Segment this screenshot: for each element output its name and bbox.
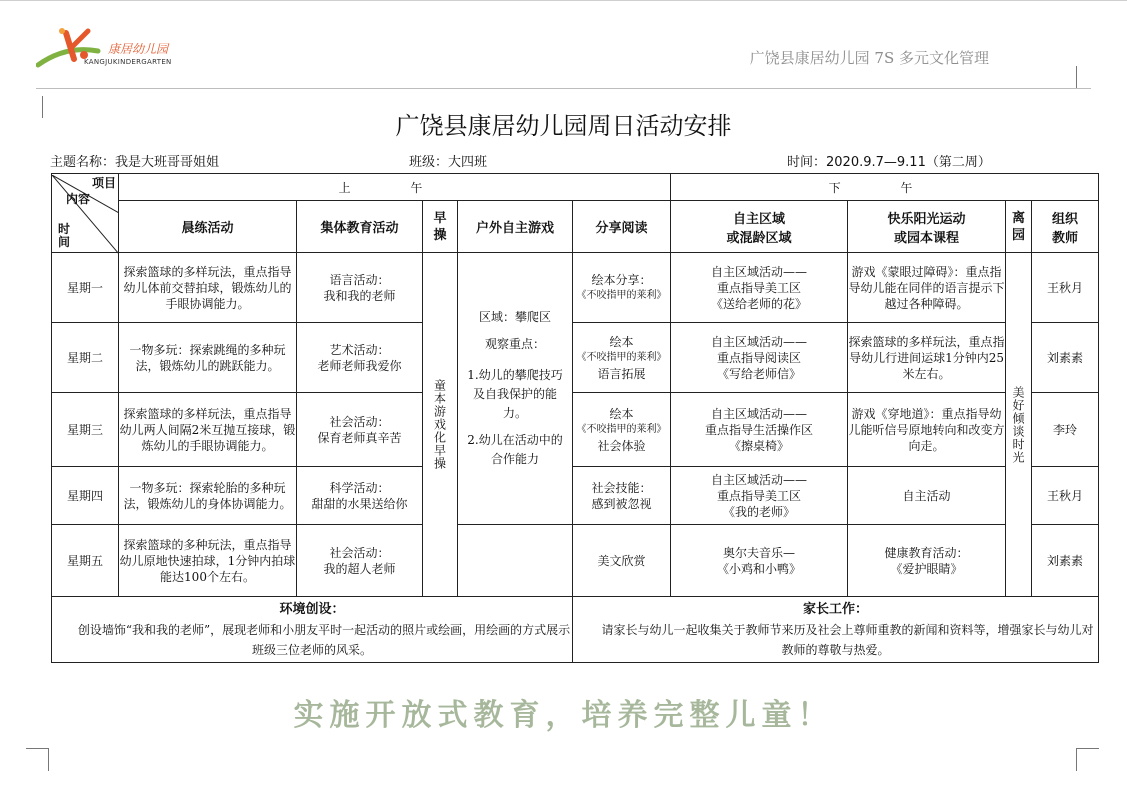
sunshine-sport-cell: 健康教育活动： 《爱护眼睛》 (848, 525, 1006, 597)
group-education-cell: 科学活动： 甜甜的水果送给你 (297, 467, 423, 525)
date-range: 时间：2020.9.7—9.11（第二周） (787, 155, 991, 170)
teacher-cell: 刘素素 (1032, 525, 1099, 597)
group-education-cell: 社会活动： 保育老师真辛苦 (297, 393, 423, 467)
shared-reading-cell: 社会技能： 感到被忽视 (573, 467, 671, 525)
parent-work-section (573, 597, 1099, 663)
morning-exercise-cell: 探索篮球的多样玩法，重点指导幼儿体前交替拍球，锻炼幼儿的手眼协调能力。 (119, 253, 297, 323)
table-row (52, 525, 1099, 597)
afternoon-header: 下 午 (671, 174, 1099, 201)
col-header-leave: 离园 (1006, 201, 1032, 253)
col-header-group-education: 集体教育活动 (297, 201, 423, 253)
crop-mark-top-right (1076, 66, 1099, 88)
sunshine-sport-cell: 游戏《蒙眼过障碍》：重点指导幼儿能在同伴的语言提示下越过各种障碍。 (848, 253, 1006, 323)
morning-exercise-cell: 一物多玩：探索跳绳的多种玩法，锻炼幼儿的跳跃能力。 (119, 323, 297, 393)
shared-reading-cell: 绘本分享： 《不咬指甲的莱利》 (573, 253, 671, 323)
morning-header: 上 午 (119, 174, 671, 201)
class-name: 班级：大四班 (409, 155, 488, 170)
header-divider (36, 88, 1091, 89)
table-row (52, 253, 1099, 323)
area-activity-cell: 自主区域活动—— 重点指导美工区 《我的老师》 (671, 467, 848, 525)
environment-text: 创设墙饰“我和我的老师”，展现老师和小朋友平时一起活动的照片或绘画，用绘画的方式展示班级三位老师的风采。 (77, 622, 571, 657)
slogan: 实施开放式教育，培养完整儿童！ (293, 698, 834, 733)
table-corner-cell (52, 174, 119, 253)
col-header-morning-exercise: 晨练活动 (119, 201, 297, 253)
col-header-area: 自主区域 或混龄区域 (671, 201, 848, 253)
parent-work-title: 家长工作： (803, 601, 869, 617)
morning-exercise-cell: 探索篮球的多样玩法，重点指导幼儿两人间隔2米互抛互接球，锻炼幼儿的手眼协调能力。 (119, 393, 297, 467)
teacher-cell: 王秋月 (1032, 467, 1099, 525)
logo-text: 康居幼儿园 (108, 42, 169, 56)
header-tagline: 广饶县康居幼儿园 7S 多元文化管理 (749, 49, 989, 67)
morning-exercise-cell: 一物多玩：探索轮胎的多种玩法，锻炼幼儿的身体协调能力。 (119, 467, 297, 525)
parent-work-text: 请家长与幼儿一起收集关于教师节来历及社会上尊师重教的新闻和资料等，增强家长与幼儿对教师的尊敬与热爱。 (601, 622, 1094, 657)
col-header-outdoor-game: 户外自主游戏 (458, 201, 573, 253)
area-activity-cell: 奥尔夫音乐— 《小鸡和小鸭》 (671, 525, 848, 597)
shared-reading-cell: 绘本 《不咬指甲的莱利》 社会体验 (573, 393, 671, 467)
morning-exercise-cell: 探索篮球的多种玩法，重点指导幼儿原地快速拍球，1分钟内拍球能达100个左右。 (119, 525, 297, 597)
table-row (52, 323, 1099, 393)
teacher-cell: 王秋月 (1032, 253, 1099, 323)
environment-title: 环境创设： (279, 601, 345, 617)
shared-reading-cell: 绘本 《不咬指甲的莱利》 语言拓展 (573, 323, 671, 393)
table-row (52, 393, 1099, 467)
corner-label-time: 时间 (57, 222, 70, 249)
crop-mark-bottom-right (1076, 748, 1099, 771)
corner-label-item: 项目 (92, 176, 117, 190)
environment-section (52, 597, 573, 663)
area-activity-cell: 自主区域活动—— 重点指导阅读区 《写给老师信》 (671, 323, 848, 393)
teacher-cell: 李玲 (1032, 393, 1099, 467)
day-cell: 星期五 (52, 525, 119, 597)
table-row (52, 467, 1099, 525)
exercise-merged-cell: 童本游戏化早操 (423, 253, 458, 597)
outdoor-game-merged-cell: 区域：攀爬区 观察重点： 1.幼儿的攀爬技巧及自我保护的能力。 2.幼儿在活动中的合作能力 (458, 253, 573, 525)
shared-reading-cell: 美文欣赏 (573, 525, 671, 597)
sunshine-sport-cell: 自主活动 (848, 467, 1006, 525)
crop-mark-bottom-left (26, 748, 49, 771)
corner-label-content: 内容 (65, 192, 90, 206)
logo-subtext: KANGJUKINDERGARTEN (84, 58, 172, 66)
group-education-cell: 语言活动： 我和我的老师 (297, 253, 423, 323)
page-top-border (0, 0, 1127, 1)
outdoor-game-empty-cell (458, 525, 573, 597)
group-education-cell: 艺术活动： 老师老师我爱你 (297, 323, 423, 393)
schedule-table (51, 173, 1099, 663)
theme-name: 主题名称：我是大班哥哥姐姐 (50, 155, 220, 170)
page-title: 广饶县康居幼儿园周日活动安排 (395, 112, 732, 140)
day-cell: 星期一 (52, 253, 119, 323)
col-header-exercise: 早操 (423, 201, 458, 253)
col-header-sunshine-sport: 快乐阳光运动 或园本课程 (848, 201, 1006, 253)
day-cell: 星期三 (52, 393, 119, 467)
col-header-teacher: 组织 教师 (1032, 201, 1099, 253)
day-cell: 星期二 (52, 323, 119, 393)
day-cell: 星期四 (52, 467, 119, 525)
leave-merged-cell: 美好倾谈时光 (1006, 253, 1032, 597)
col-header-shared-reading: 分享阅读 (573, 201, 671, 253)
teacher-cell: 刘素素 (1032, 323, 1099, 393)
area-activity-cell: 自主区域活动—— 重点指导美工区 《送给老师的花》 (671, 253, 848, 323)
area-activity-cell: 自主区域活动—— 重点指导生活操作区 《擦桌椅》 (671, 393, 848, 467)
sunshine-sport-cell: 游戏《穿地道》：重点指导幼儿能听信号原地转向和改变方向走。 (848, 393, 1006, 467)
sunshine-sport-cell: 探索篮球的多样玩法，重点指导幼儿行进间运球1分钟内25米左右。 (848, 323, 1006, 393)
group-education-cell: 社会活动： 我的超人老师 (297, 525, 423, 597)
